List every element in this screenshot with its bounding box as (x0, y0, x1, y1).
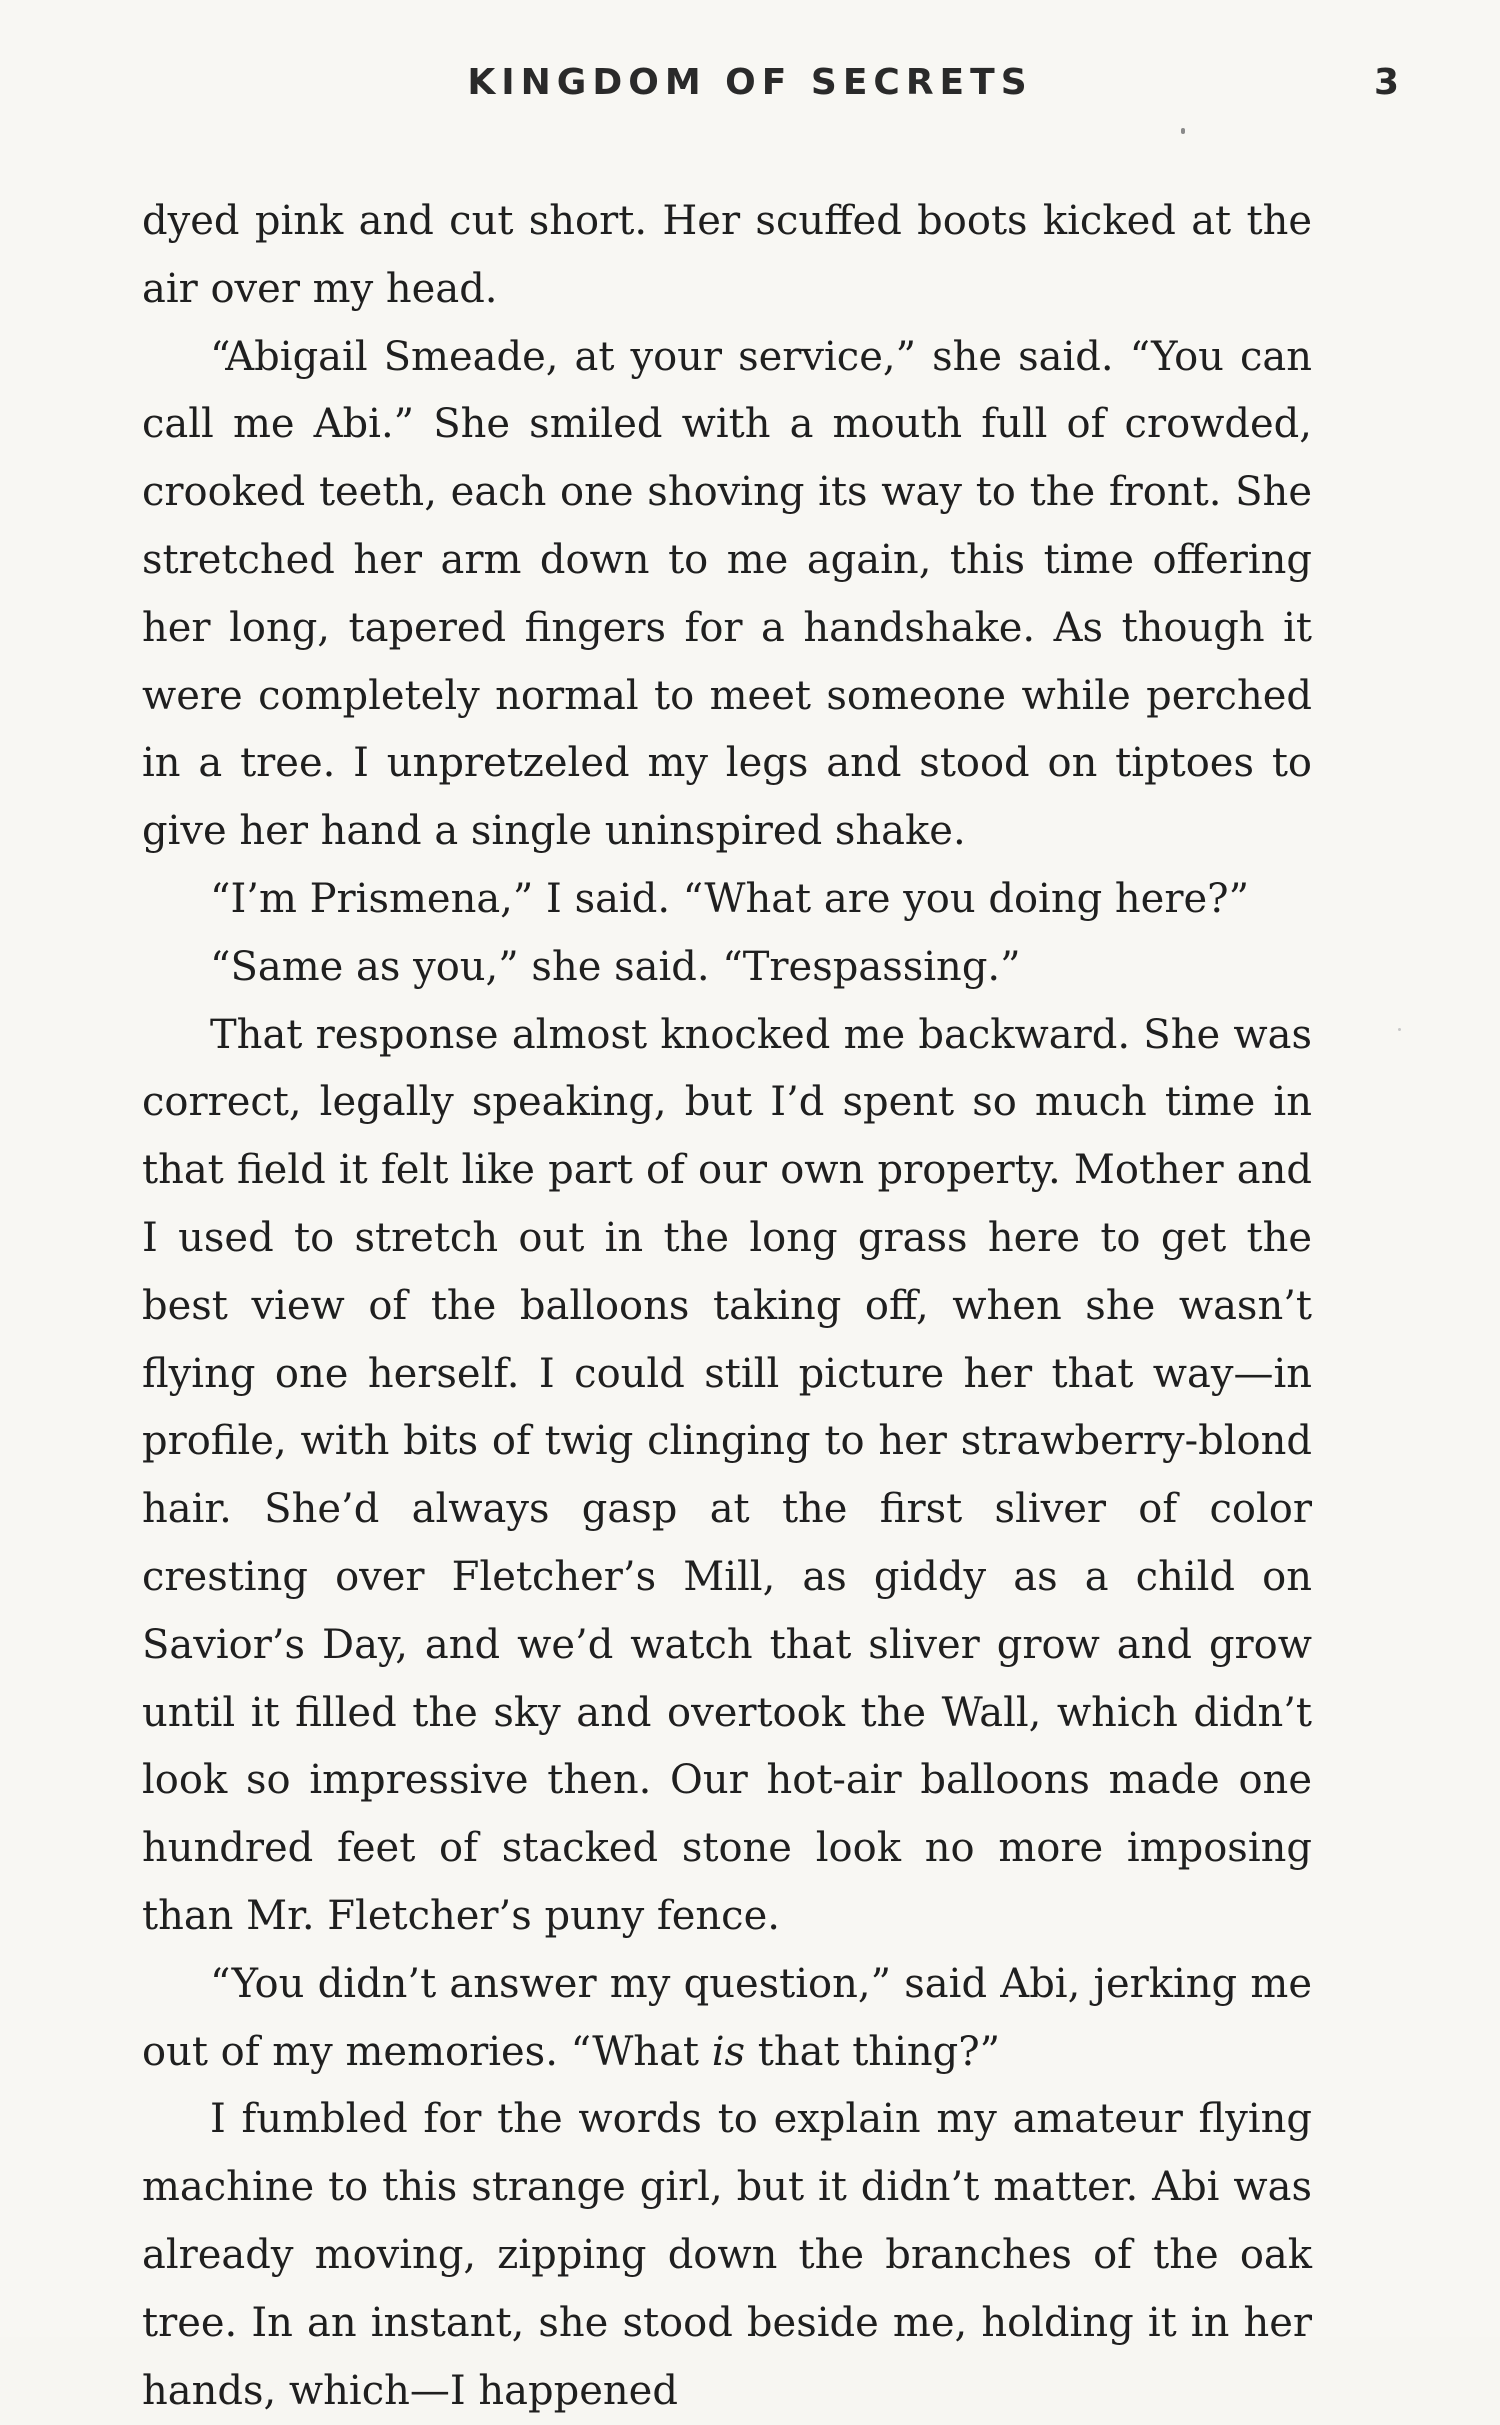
page-number: 3 (1374, 62, 1400, 103)
paragraph: dyed pink and cut short. Her scuffed boots kicked at the air over my head. (142, 198, 1312, 312)
dialogue-text: “You didn’t answer my question,” said Abi, jerking me out of my memories. “What (142, 1960, 1312, 2075)
paragraph: “Abigail Smeade, at your service,” she said. “You can call me Abi.” She smiled with a mouth full of crowded, crooked teeth, each one shoving its way to the front. She stretched her arm down to me again, this time offering her long, tapered fingers for a handshake. As though it were completely normal to meet someone while perched in a tree. I unpretzeled my legs and stood on tiptoes to give her hand a single uninspired shake. (142, 333, 1312, 855)
paragraph: “Same as you,” she said. “Trespassing.” (210, 943, 1021, 990)
dialogue-text: that thing?” (745, 2028, 1001, 2075)
paragraph (142, 1951, 1312, 2087)
book-title: KINGDOM OF SECRETS (467, 62, 1033, 103)
emphasis-text: is (711, 2028, 746, 2075)
paragraph: I fumbled for the words to explain my amateur flying machine to this strange girl, but it didn’t matter. Abi was already moving, zipping down the branches of the oak tree. In an instant, she stood beside me, holding it in her hands, which—I happened (142, 2096, 1312, 2414)
paragraph: “I’m Prismena,” I said. “What are you doing here?” (210, 875, 1250, 922)
print-speck (1181, 128, 1185, 134)
running-head (0, 62, 1500, 122)
print-speck (1398, 1028, 1401, 1031)
body-text (142, 188, 1312, 2425)
paragraph: That response almost knocked me backward. She was correct, legally speaking, but I’d spent so much time in that field it felt like part of our own property. Mother and I used to stretch out in the long grass here to get the best view of the balloons taking off, when she wasn’t flying one herself. I could still picture her that way—in profile, with bits of twig clinging to her strawberry-blond hair. She’d always gasp at the first sliver of color cresting over Fletcher’s Mill, as giddy as a child on Savior’s Day, and we’d watch that sliver grow and grow until it filled the sky and overtook the Wall, which didn’t look so impressive then. Our hot-air balloons made one hundred feet of stacked stone look no more imposing than Mr. Fletcher’s puny fence. (142, 1011, 1312, 1939)
